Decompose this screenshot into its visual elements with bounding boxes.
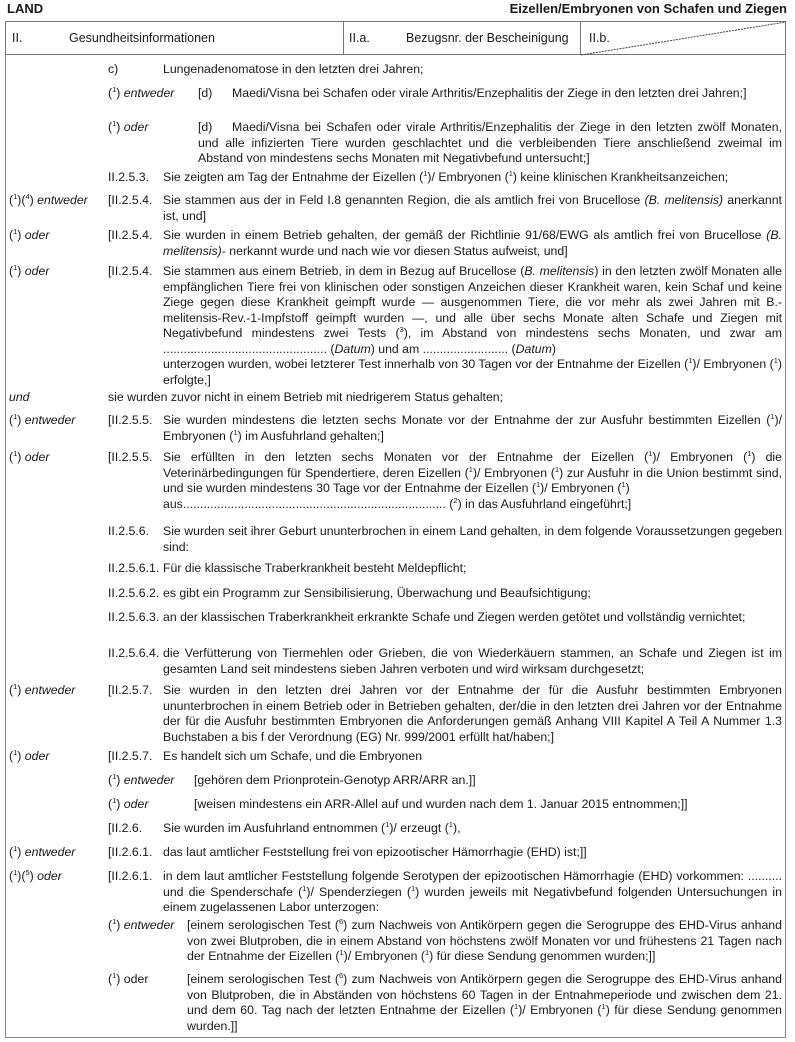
item-ref: [II.2.5.4.	[108, 264, 153, 278]
item-ref: c)	[108, 62, 119, 76]
item-ref: II.2.5.6.2.	[108, 586, 160, 600]
item-ref: II.2.5.3.	[108, 170, 150, 184]
item-text: an der klassischen Traberkrankheit erkrankte Schafe und Ziegen werden getötet und vollständig vernichtet;	[163, 610, 746, 624]
certificate-ref-label: Bezugsnr. der Bescheinigung	[406, 31, 569, 45]
item-ref: [d)	[198, 86, 213, 100]
option-label: ($^1$) entweder	[108, 917, 175, 932]
item-text: [gehören dem Prionprotein-Genotyp ARR/ARR an.]]	[194, 773, 476, 787]
item-text: Es handelt sich um Schafe, und die Embryonen	[163, 749, 423, 763]
item-ref: [II.2.6.	[108, 821, 143, 835]
item-text: Sie wurden mindestens die letzten sechs Monate vor der Entnahme der zur Ausfuhr bestimmten Eizellen ($^1$)/ Embryonen ($^1$) im Ausfuhrland gehalten;]	[163, 412, 782, 443]
ref-b-label: II.b.	[589, 31, 610, 45]
section-title: Gesundheitsinformationen	[69, 31, 215, 45]
item-text: [weisen mindestens ein ARR-Allel auf und wurden nach dem 1. Januar 2015 entnommen;]]	[194, 797, 688, 811]
item-ref: [II.2.5.7.	[108, 683, 153, 697]
option-label: ($^1$) oder	[9, 748, 50, 763]
item-text: Maedi/Visna bei Schafen oder virale Arthritis/Enzephalitis der Ziege in den letzten drei Jahren;]	[232, 86, 747, 100]
ref-a-label: II.a.	[349, 31, 370, 45]
option-label: ($^1$) entweder	[9, 844, 76, 859]
item-text: [einem serologischen Test ($^6$) zum Nachweis von Antikörpern gegen die Serogruppe des EHD-Virus anhand von Blutproben, die in Abständen von höchstens 60 Tagen in der Entnahmeperiode und zwischen dem 21. und dem 60. Tag nach der letzten Entnahme der Eizellen ($^1$)/ Embryonen ($^1$) für diese Sendung genommen wurden.]]	[187, 971, 782, 1033]
option-label: ($^1$) oder	[108, 796, 149, 811]
option-label: ($^1$) oder	[9, 449, 50, 464]
option-label: ($^1$) entweder	[9, 682, 76, 697]
country-heading: LAND	[7, 1, 44, 16]
item-text: Sie wurden seit ihrer Geburt ununterbrochen in einem Land gehalten, in dem folgende Voraussetzungen gegeben sind:	[163, 524, 782, 554]
item-text: Sie wurden im Ausfuhrland entnommen ($^1$)/ erzeugt ($^1$),	[163, 820, 461, 835]
item-text: es gibt ein Programm zur Sensibilisierung, Überwachung und Beaufsichtigung;	[163, 586, 591, 600]
option-label: ($^1$) entweder	[108, 772, 175, 787]
section-number: II.	[12, 31, 23, 45]
certificate-title: Eizellen/Embryonen von Schafen und Ziegen	[509, 1, 787, 16]
item-text: Sie stammen aus einem Betrieb, in dem in Bezug auf Brucellose (B. melitensis) in den letzten zwölf Monaten alle empfänglichen Tiere frei von klinischen oder sonstigen Anzeichen dieser Krankheit waren, kein Schaf und keine Ziege gegen diese Krankheit geimpft wurde — ausgenommen Tiere, die vor mehr als zwei Jahren mit B.-melitensis-Rev.-1-Impfstoff geimpft wurden —, und alle über sechs Monate alten Schafe und Ziegen mit Negativbefund mindestens zwei Tests ($^3$), im Abstand von mindestens sechs Monaten, und zwar am ................................................ (Datum) und am ......................... (Datum) unterzogen wurden, wobei letzterer Test innerhalb von 30 Tagen vor der Entnahme der Eizellen ($^1$)/ Embryonen ($^1$) erfolgte,]	[163, 264, 782, 387]
item-text: [einem serologischen Test ($^6$) zum Nachweis von Antikörpern gegen die Serogruppe des EHD-Virus anhand von zwei Blutproben, die in einem Abstand von höchstens zwölf Monaten vor und frühestens 21 Tagen nach der Entnahme der Eizellen ($^1$)/ Embryonen ($^1$) für diese Sendung genommen wurden;]]	[187, 917, 782, 963]
option-label: ($^1$) oder	[9, 227, 50, 242]
item-ref: [II.2.5.4.	[108, 228, 153, 242]
item-text: das laut amtlicher Feststellung frei von epizootischer Hämorrhagie (EHD) ist;]]	[163, 845, 587, 859]
item-text: Lungenadenomatose in den letzten drei Jahren;	[163, 62, 424, 76]
item-text: Sie wurden in den letzten drei Jahren vor der Entnahme der für die Ausfuhr bestimmten Embryonen ununterbrochen in einem Betrieb oder in Betrieben gehalten, der/die in den letzten drei Jahren vor der Entnahme der für die Ausfuhr bestimmten Embryonen die Anforderungen gemäß Anhang VIII Kapitel A Teil A Nummer 1.3 Buchstaben a bis f der Verordnung (EG) Nr. 999/2001 erfüllt hat/haben;]	[163, 683, 782, 744]
option-label: ($^1$) oder	[9, 263, 50, 278]
item-ref: [II.2.5.5.	[108, 413, 153, 427]
item-ref: [II.2.5.7.	[108, 749, 153, 763]
item-text: die Verfütterung von Tiermehlen oder Grieben, die von Wiederkäuern stammen, an Schafe und Ziegen ist im gesamten Land seit mindestens sieben Jahren verboten und wird wirksam durchgesetzt;	[163, 646, 782, 676]
item-text: Maedi/Visna bei Schafen oder virale Arthritis/Enzephalitis der Ziege in den letzten zwölf Monaten, und alle infizierten Tiere wurden geschlachtet und die verbleibenden Tiere anschließend zweimal im Abstand von mindestens sechs Monaten mit Negativbefund untersucht;]	[198, 120, 782, 165]
item-text: Sie stammen aus der in Feld I.8 genannten Region, die als amtlich frei von Brucellose (B. melitensis) anerkannt ist, und]	[163, 193, 782, 223]
item-text: Sie wurden in einem Betrieb gehalten, der gemäß der Richtlinie 91/68/EWG als amtlich frei von Brucellose (B. melitensis)- nerkannt wurde und nach wie vor diesen Status aufweist, und]	[163, 228, 782, 258]
item-ref: II.2.5.6.4.	[108, 646, 160, 660]
item-text: Sie erfüllten in den letzten sechs Monaten vor der Entnahme der Eizellen ($^1$)/ Embryonen ($^1$) die Veterinärbedingungen für Spendertiere, deren Eizellen ($^1$)/ Embryonen ($^1$) zur Ausfuhr in die Union bestimmt sind, und sie wurden mindestens 30 Tage vor der Entnahme der Eizellen ($^1$)/ Embryonen ($^1$) aus............................................................................. ($^2$) in das Ausfuhrland eingeführt;]	[163, 449, 782, 511]
crossed-out-field-diagonal	[580, 21, 787, 57]
item-ref: [II.2.5.5.	[108, 450, 153, 464]
column-divider	[343, 22, 344, 54]
item-ref: [II.2.6.1.	[108, 869, 153, 883]
option-label: ($^1$)($^5$) oder	[9, 868, 62, 883]
option-label: ($^1$) entweder	[9, 412, 76, 427]
conjunction-label: und	[9, 390, 30, 404]
item-text: Sie zeigten am Tag der Entnahme der Eizellen ($^1$)/ Embryonen ($^1$) keine klinischen Krankheitsanzeichen;	[163, 169, 729, 184]
item-ref: II.2.5.6.3.	[108, 610, 160, 624]
item-ref: [d)	[198, 120, 213, 134]
option-label: ($^1$) oder	[108, 119, 149, 134]
item-text: Für die klassische Traberkrankheit besteht Meldepflicht;	[163, 561, 467, 575]
item-ref: II.2.5.6.	[108, 524, 150, 538]
item-text: in dem laut amtlicher Feststellung folgende Serotypen der epizootischen Hämorrhagie (EHD) vorkommen: .......... und die Spenderschafe ($^1$)/ Spenderziegen ($^1$) wurden jeweils mit Negativbefund folgenden Untersuchungen in einem zugelassenen Labor unterzogen:	[163, 869, 782, 914]
item-ref: [II.2.5.4.	[108, 193, 153, 207]
item-text: sie wurden zuvor nicht in einem Betrieb mit niedrigerem Status gehalten;	[108, 390, 504, 404]
option-label: ($^1$) oder	[108, 971, 149, 986]
option-label: ($^1$) entweder	[108, 85, 175, 100]
item-ref: [II.2.6.1.	[108, 845, 153, 859]
option-label: ($^1$)($^4$) entweder	[9, 192, 88, 207]
item-ref: II.2.5.6.1.	[108, 561, 160, 575]
